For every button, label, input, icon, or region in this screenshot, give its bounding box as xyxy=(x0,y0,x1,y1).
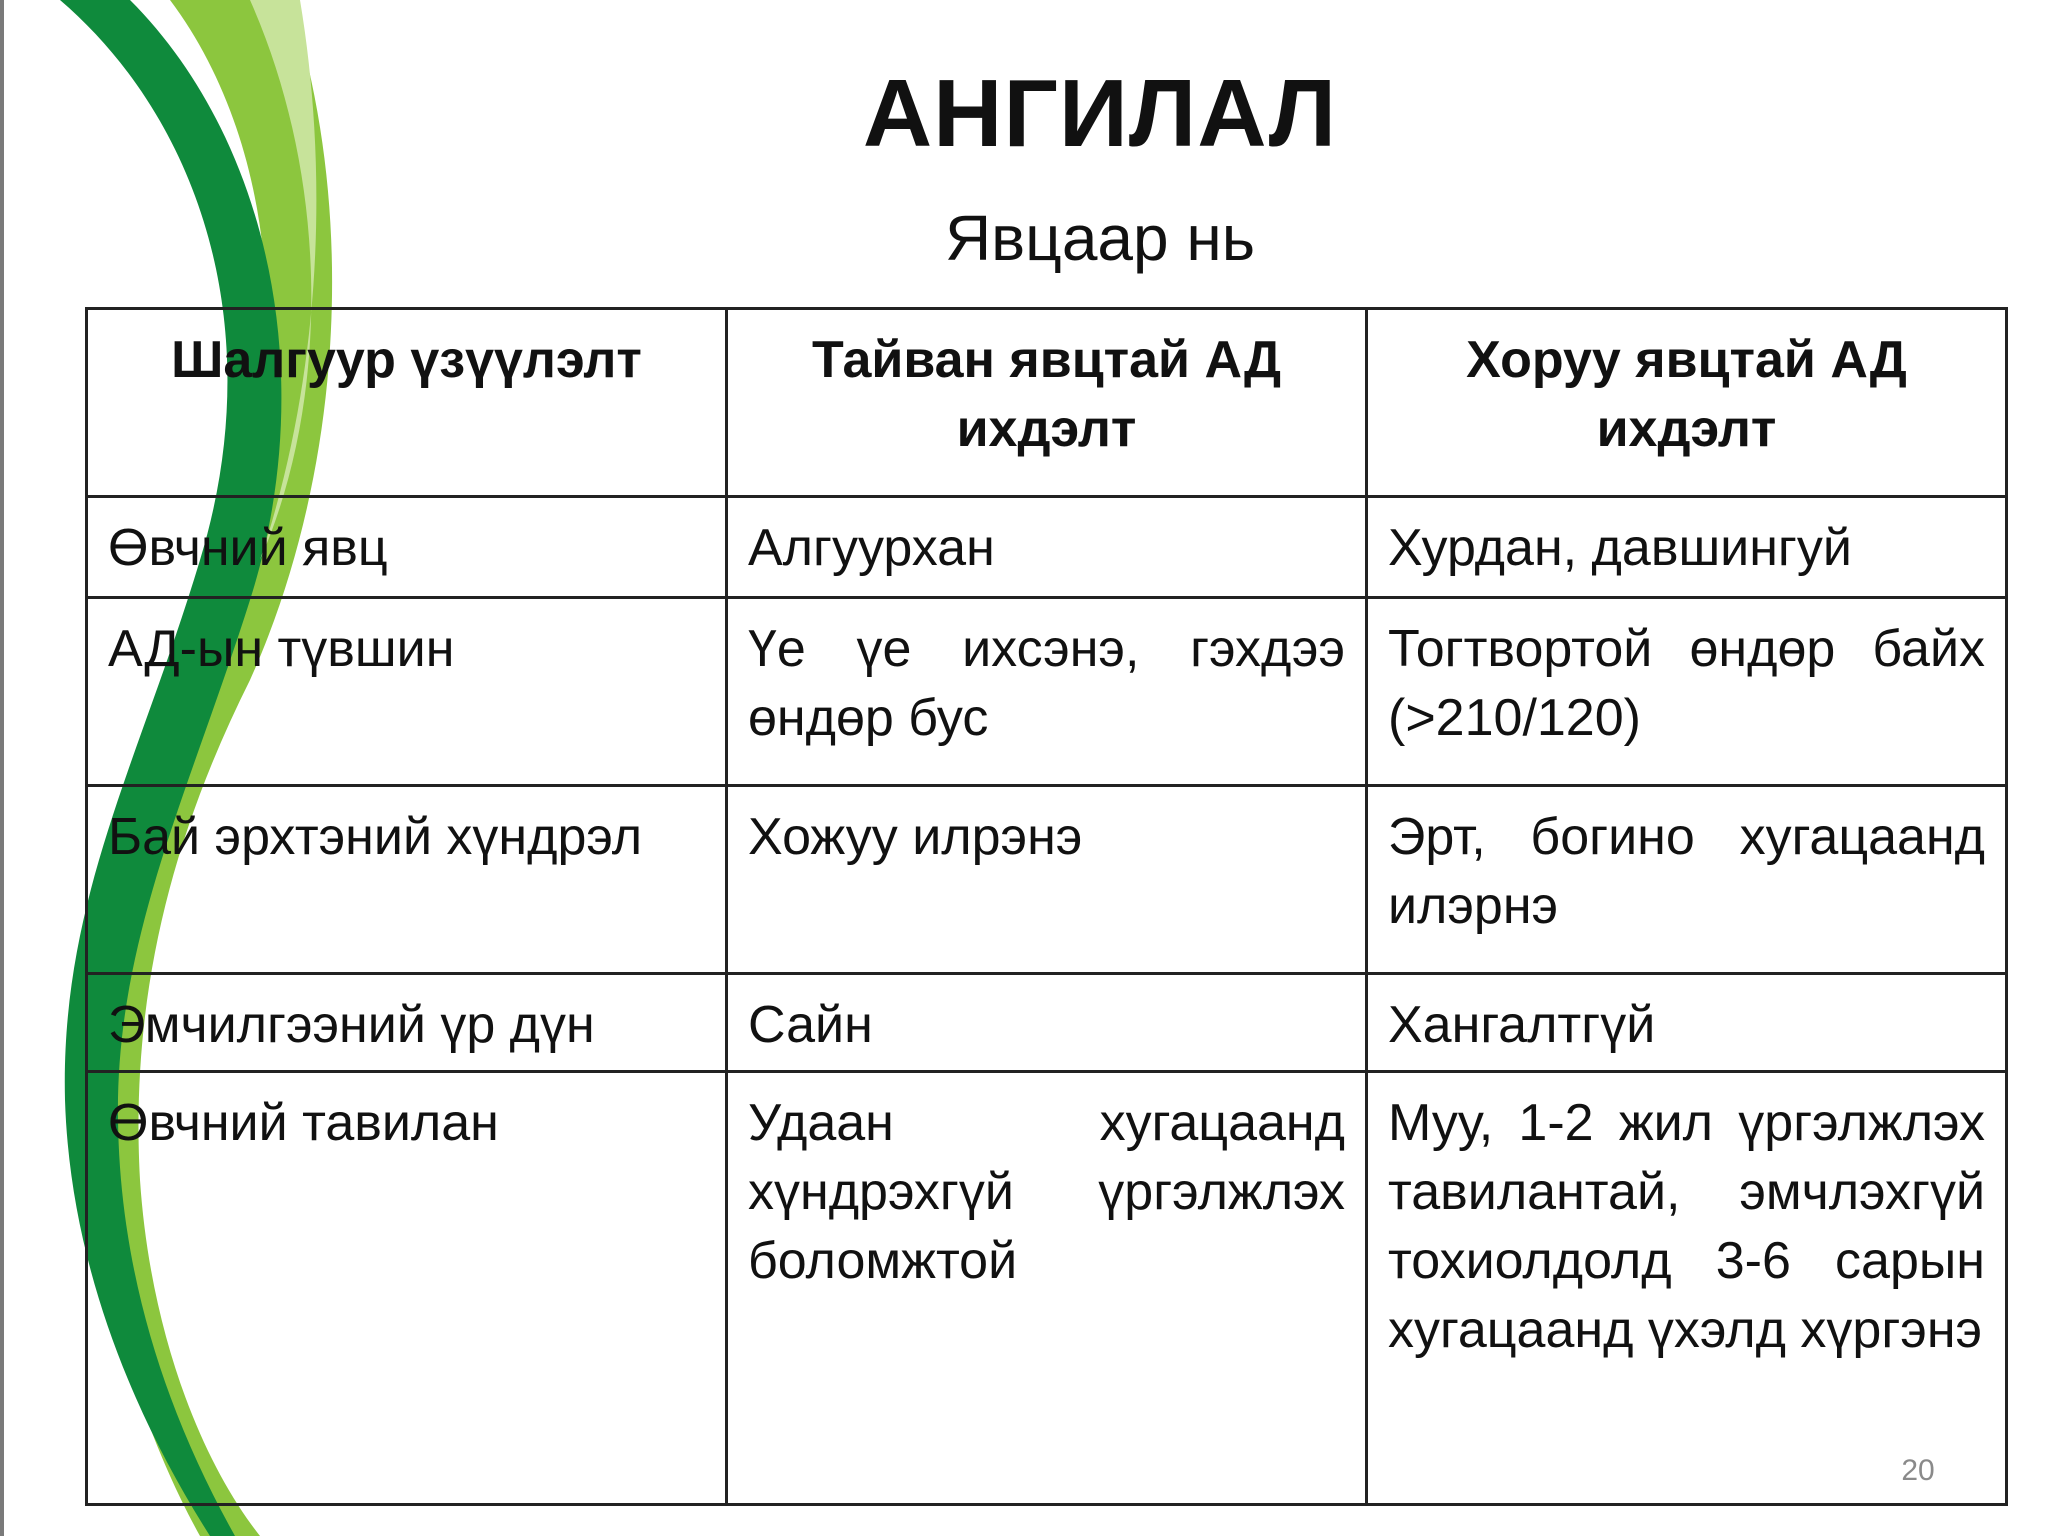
table-cell: Эмчилгээний үр дүн xyxy=(87,974,727,1072)
classification-table-container xyxy=(85,307,2005,1495)
table-cell: Эрт, богино хугацаанд илэрнэ xyxy=(1367,786,2007,974)
table-cell: Өвчний тавилан xyxy=(87,1072,727,1505)
table-cell: Хурдан, давшингуй xyxy=(1367,497,2007,598)
page-number: 20 xyxy=(1901,1454,1935,1487)
table-row xyxy=(87,497,2007,598)
table-row xyxy=(87,598,2007,786)
table-cell: Муу, 1-2 жил үргэлжлэх тавилантай, эмчлэхгүй тохиолдолд 3-6 сарын хугацаанд үхэлд хүргэнэ xyxy=(1367,1072,2007,1505)
table-cell: Үе үе ихсэнэ, гэхдээ өндөр бус xyxy=(727,598,1367,786)
classification-table xyxy=(85,307,2008,1506)
table-cell: Бай эрхтэний хүндрэл xyxy=(87,786,727,974)
table-cell: Алгуурхан xyxy=(727,497,1367,598)
table-row xyxy=(87,974,2007,1072)
table-cell: Тогтвортой өндөр байх (>210/120) xyxy=(1367,598,2007,786)
table-cell: Хангалтгүй xyxy=(1367,974,2007,1072)
table-header-row xyxy=(87,309,2007,497)
slide-subtitle: Явцаар нь xyxy=(944,202,1256,274)
header-malignant-course: Хоруу явцтай АД ихдэлт xyxy=(1367,309,2007,497)
slide-title: АНГИЛАЛ xyxy=(862,60,1338,167)
table-cell: Сайн xyxy=(727,974,1367,1072)
table-cell: Удаан хугацаанд хүндрэхгүй үргэлжлэх боломжтой xyxy=(727,1072,1367,1505)
table-cell: АД-ын түвшин xyxy=(87,598,727,786)
table-row xyxy=(87,1072,2007,1505)
table-cell: Өвчний явц xyxy=(87,497,727,598)
table-cell: Хожуу илрэнэ xyxy=(727,786,1367,974)
header-benign-course: Тайван явцтай АД ихдэлт xyxy=(727,309,1367,497)
table-row xyxy=(87,786,2007,974)
header-criteria: Шалгуур үзүүлэлт xyxy=(87,309,727,497)
